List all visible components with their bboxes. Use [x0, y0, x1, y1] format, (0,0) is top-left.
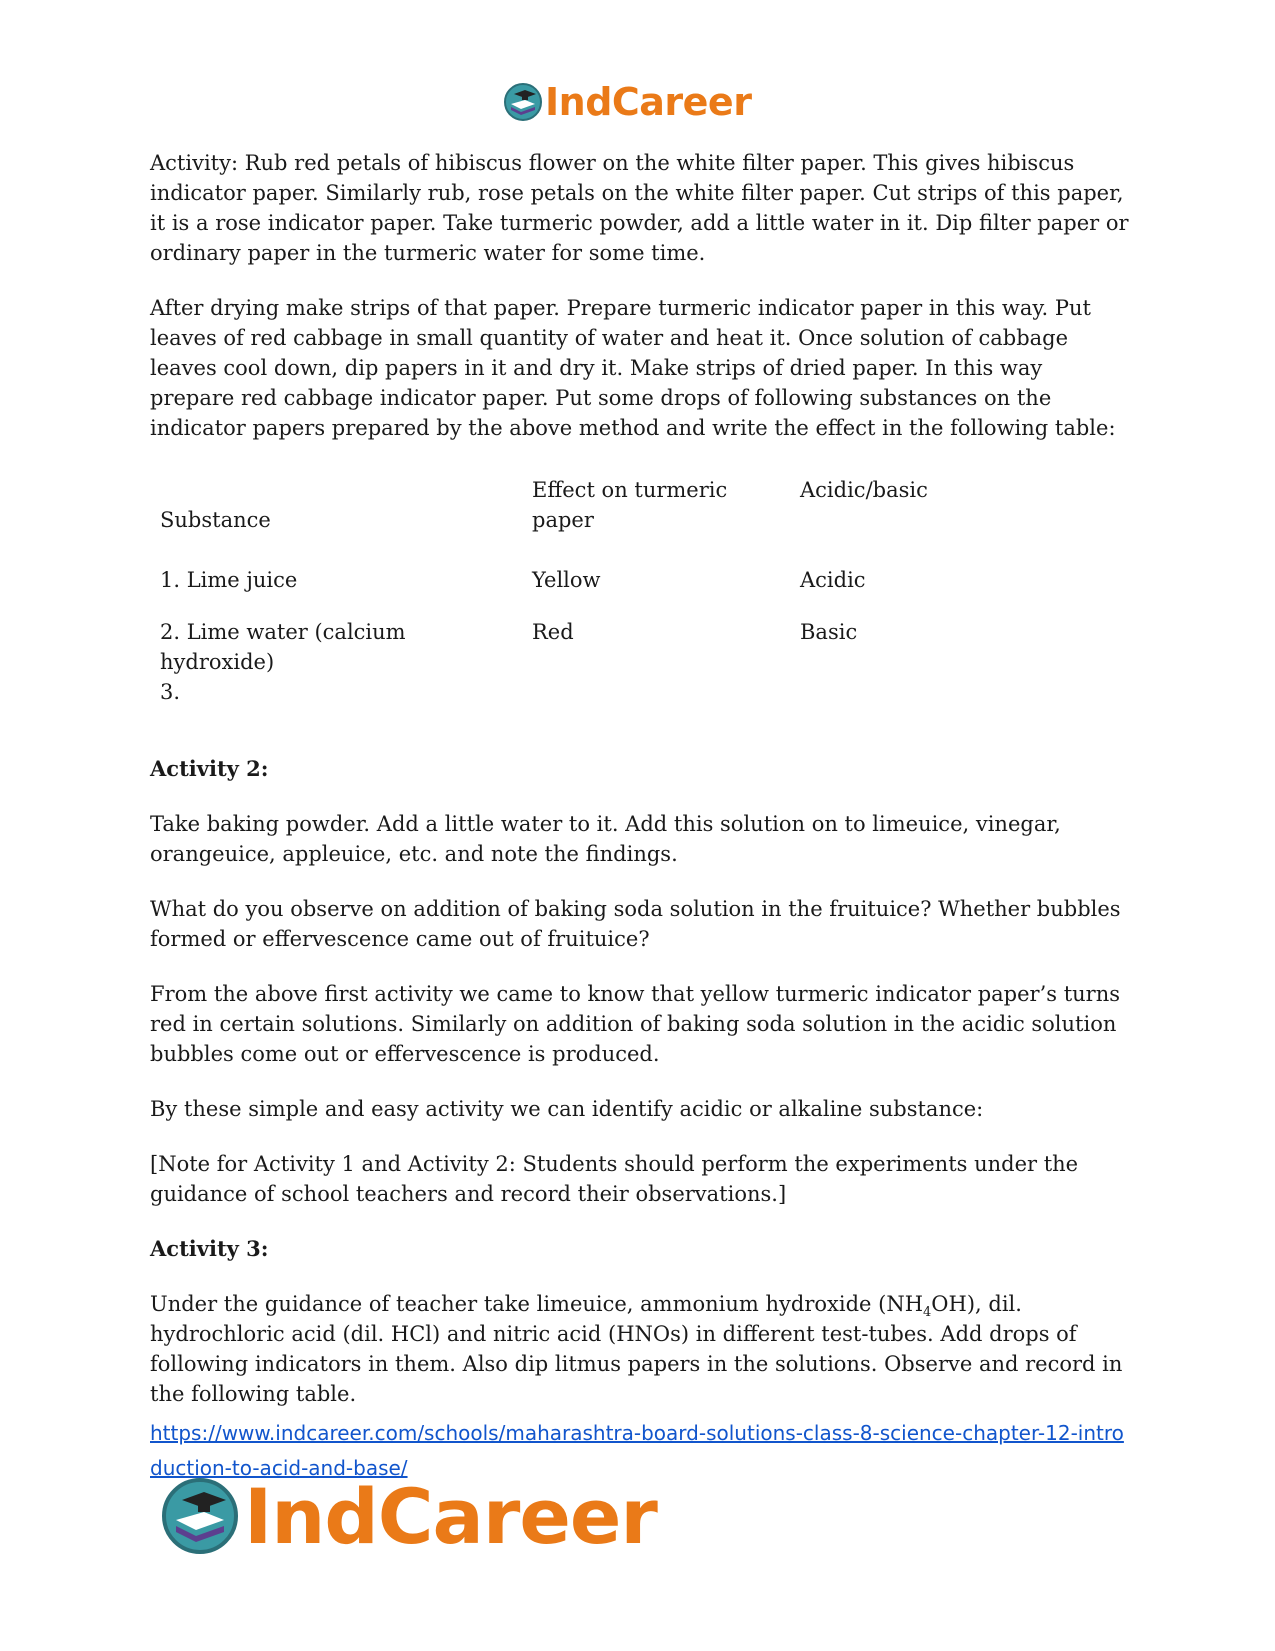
- activity-3-heading: Activity 3:: [150, 1236, 269, 1261]
- table-cell: Yellow: [532, 568, 601, 592]
- source-link[interactable]: https://www.indcareer.com/schools/maharashtra-board-solutions-class-8-science-chapter-12-introduction-to-acid-and-base/: [150, 1421, 1124, 1480]
- table-header-cell: Effect on turmeric paper: [532, 478, 728, 532]
- table-row: [150, 617, 1010, 677]
- brand-name: IndCareer: [244, 1471, 657, 1561]
- activity-2-heading: Activity 2:: [150, 756, 269, 781]
- table-header-row: [150, 475, 1010, 565]
- table-cell: 2. Lime water (calcium hydroxide): [160, 620, 406, 674]
- table-cell: [790, 677, 1010, 729]
- graduation-book-icon: [160, 1476, 240, 1556]
- paragraph-activity-2-question: What do you observe on addition of baking soda solution in the fruituice? Whether bubbles formed or effervescence came out of fruituice?: [150, 897, 1121, 951]
- table-cell: 3.: [160, 680, 181, 704]
- table-row: [150, 677, 1010, 729]
- formula-subscript: 4: [923, 1305, 932, 1321]
- activity-3-text-start: Under the guidance of teacher take limeuice, ammonium hydroxide (NH: [150, 1292, 924, 1316]
- footer-logo: [160, 1471, 657, 1561]
- paragraph-activity-1-continued: After drying make strips of that paper. Prepare turmeric indicator paper in this way. Put leaves of red cabbage in small quantity of water and heat it. Once solution of cabbage leaves cool down, dip papers in it and dry it. Make strips of dried paper. In this way prepare red cabbage indicator paper. Put some drops of following substances on the indicator papers prepared by the above method and write the effect in the following table:: [150, 296, 1116, 440]
- table-cell: Acidic: [800, 568, 866, 592]
- table-cell: Basic: [800, 620, 858, 644]
- table-header-cell: Substance: [160, 508, 271, 532]
- table-header-cell: Acidic/basic: [800, 478, 928, 502]
- table-cell: Red: [532, 620, 574, 644]
- table-cell: [522, 677, 790, 729]
- brand-name: IndCareer: [545, 80, 752, 124]
- paragraph-activity-2-instructions: Take baking powder. Add a little water to it. Add this solution on to limeuice, vinegar, orangeuice, appleuice, etc. and note the findings.: [150, 812, 1061, 866]
- table-row: [150, 565, 1010, 617]
- paragraph-activity-2-summary: By these simple and easy activity we can identify acidic or alkaline substance:: [150, 1097, 984, 1121]
- paragraph-activity-1: Activity: Rub red petals of hibiscus flower on the white filter paper. This gives hibiscus indicator paper. Similarly rub, rose petals on the white filter paper. Cut strips of this paper, it is a rose indicator paper. Take turmeric powder, add a little water in it. Dip filter paper or ordinary paper in the turmeric water for some time.: [150, 151, 1129, 265]
- activity-3-text-end: OH), dil. hydrochloric acid (dil. HCl) and nitric acid (HNOs) in different test-tubes. Add drops of following indicators in them. Also dip litmus papers in the solutions. Observe and record in the following table.: [150, 1292, 1123, 1406]
- graduation-book-icon: [503, 82, 543, 122]
- table-cell: 1. Lime juice: [160, 568, 298, 592]
- indicator-table: [150, 475, 1010, 729]
- paragraph-activity-2-explanation: From the above first activity we came to know that yellow turmeric indicator paper’s turns red in certain solutions. Similarly on addition of baking soda solution in the acidic solution bubbles come out or effervescence is produced.: [150, 982, 1121, 1066]
- document-body: [150, 148, 1130, 1486]
- paragraph-activity-3: [150, 1289, 1130, 1409]
- header-logo: [503, 80, 751, 124]
- paragraph-activity-note: [Note for Activity 1 and Activity 2: Students should perform the experiments under the guidance of school teachers and record their observations.]: [150, 1152, 1079, 1206]
